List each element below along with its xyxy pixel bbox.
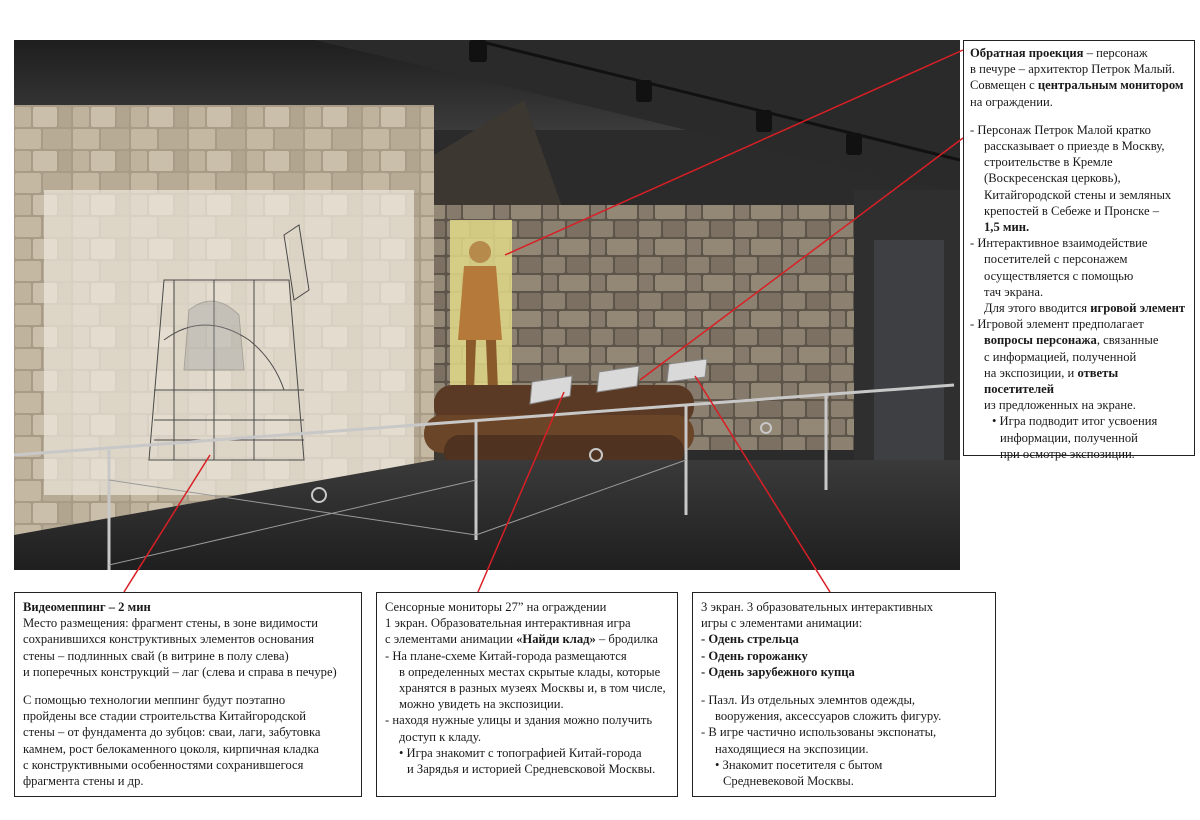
text-line: камнем, рост белокаменного цоколя, кирпичная кладка — [23, 741, 319, 756]
text-line: на ограждении. — [970, 94, 1053, 109]
text-line: - Персонаж Петрок Малой кратко — [970, 122, 1151, 137]
text-line: Совмещен с — [970, 78, 1038, 93]
text-line: с конструктивными особенностями сохранившегося — [23, 757, 304, 772]
text-bold: «Найди клад» — [516, 632, 596, 647]
text-line: • Знакомит посетителя с бытом — [715, 757, 883, 772]
text-line: стены – от фундамента до зубцов: сваи, лаги, забутовка — [23, 725, 321, 740]
text-line: рассказывает о приезде в Москву, — [984, 139, 1165, 154]
text-line: - Игровой элемент предполагает — [970, 317, 1144, 332]
text-line: 1 экран. Образовательная интерактивная игра — [385, 616, 631, 631]
text-line: тач экрана. — [984, 284, 1044, 299]
text-line: пройдены все стадии строительства Китайгородской — [23, 709, 306, 724]
text-line: С помощью технологии меппинг будут поэтапно — [23, 693, 286, 708]
exhibition-render — [14, 40, 960, 570]
exhibition-render-svg — [14, 40, 960, 570]
text-line: с информацией, полученной — [984, 349, 1137, 364]
text-line: - На плане-схеме Китай-города размещаются — [385, 648, 627, 663]
text-line: в определенных местах скрытые клады, которые — [399, 664, 661, 679]
text-line: можно увидеть на экспозиции. — [399, 697, 564, 712]
text-line: , связанные — [1096, 333, 1159, 348]
text-line: вооружения, аксессуаров сложить фигуру. — [715, 709, 942, 724]
text-line: доступ к кладу. — [399, 729, 481, 744]
text-line: – бродилка — [595, 632, 659, 647]
text-line: (Воскресенская церковь), — [984, 171, 1121, 186]
text-bold: - Одень стрельца — [701, 632, 799, 647]
text-line: фрагмента стены и др. — [23, 774, 144, 789]
text-line: Место размещения: фрагмент стены, в зоне видимости — [23, 616, 318, 631]
text-line: игры с элементами анимации: — [701, 616, 863, 631]
text-line: строительстве в Кремле — [984, 155, 1113, 170]
text-line: Для этого вводится — [984, 301, 1091, 316]
text-line: стены – подлинных свай (в витрине в полу слева) — [23, 648, 289, 663]
text-line: осуществляется с помощью — [984, 268, 1134, 283]
text-line: с элементами анимации — [385, 632, 517, 647]
text-bold: 1,5 мин. — [984, 220, 1030, 235]
text-bold: игровой элемент — [1090, 301, 1186, 316]
text-line: при осмотре экспозиции. — [1000, 446, 1135, 461]
text-line: Средневековой Москвы. — [723, 774, 854, 789]
text-line: • Игра знакомит с топографией Китай-города — [399, 745, 642, 760]
text-line: крепостей в Себеже и Пронске – — [984, 203, 1160, 218]
text-line: - Пазл. Из отдельных элемнтов одежды, — [701, 693, 916, 708]
text-line: сохранившихся конструктивных элементов основания — [23, 632, 315, 647]
video-mapping-description — [14, 592, 362, 797]
text-line: - Интерактивное взаимодействие — [970, 236, 1148, 251]
text-bold: центральным монитором — [1037, 78, 1184, 93]
text-bold: - Одень зарубежного купца — [701, 664, 855, 679]
text-line: хранятся в разных музеях Москвы и, в том числе, — [399, 681, 666, 696]
text-line: • Игра подводит итог усвоения — [992, 414, 1158, 429]
third-screen-title: 3 экран. 3 образовательных интерактивных — [701, 600, 934, 614]
third-screen-description — [692, 592, 996, 797]
text-line: посетителей с персонажем — [984, 252, 1128, 267]
text-line: из предложенных на экране. — [984, 398, 1136, 413]
video-mapping-title: Видеомеппинг – 2 мин — [23, 600, 151, 614]
reverse-projection-title: Обратная проекция — [970, 46, 1084, 60]
text-bold: ответы посетителей — [984, 365, 1119, 397]
text-line: - В игре частично использованы экспонаты, — [701, 725, 937, 740]
text-line: находящиеся на экспозиции. — [715, 741, 869, 756]
text-line: и поперечных конструкций – лаг (слева и справа в печуре) — [23, 664, 337, 679]
touch-monitors-title: Сенсорные мониторы 27” на ограждении — [385, 600, 607, 614]
text-bold: вопросы персонажа — [984, 333, 1097, 348]
text-line: – персонаж — [1083, 46, 1148, 60]
text-line: в печуре – архитектор Петрок Малый. — [970, 62, 1176, 77]
text-line: информации, полученной — [1000, 430, 1138, 445]
touch-monitors-description — [376, 592, 678, 797]
text-bold: - Одень горожанку — [701, 648, 808, 663]
text-line: Китайгородской стены и земляных — [984, 187, 1172, 202]
text-line: и Зарядья и историей Средневсковой Москвы. — [407, 762, 656, 777]
text-line: - находя нужные улицы и здания можно получить — [385, 713, 653, 728]
text-line: на экспозиции, и — [984, 365, 1078, 380]
reverse-projection-description — [963, 40, 1195, 461]
